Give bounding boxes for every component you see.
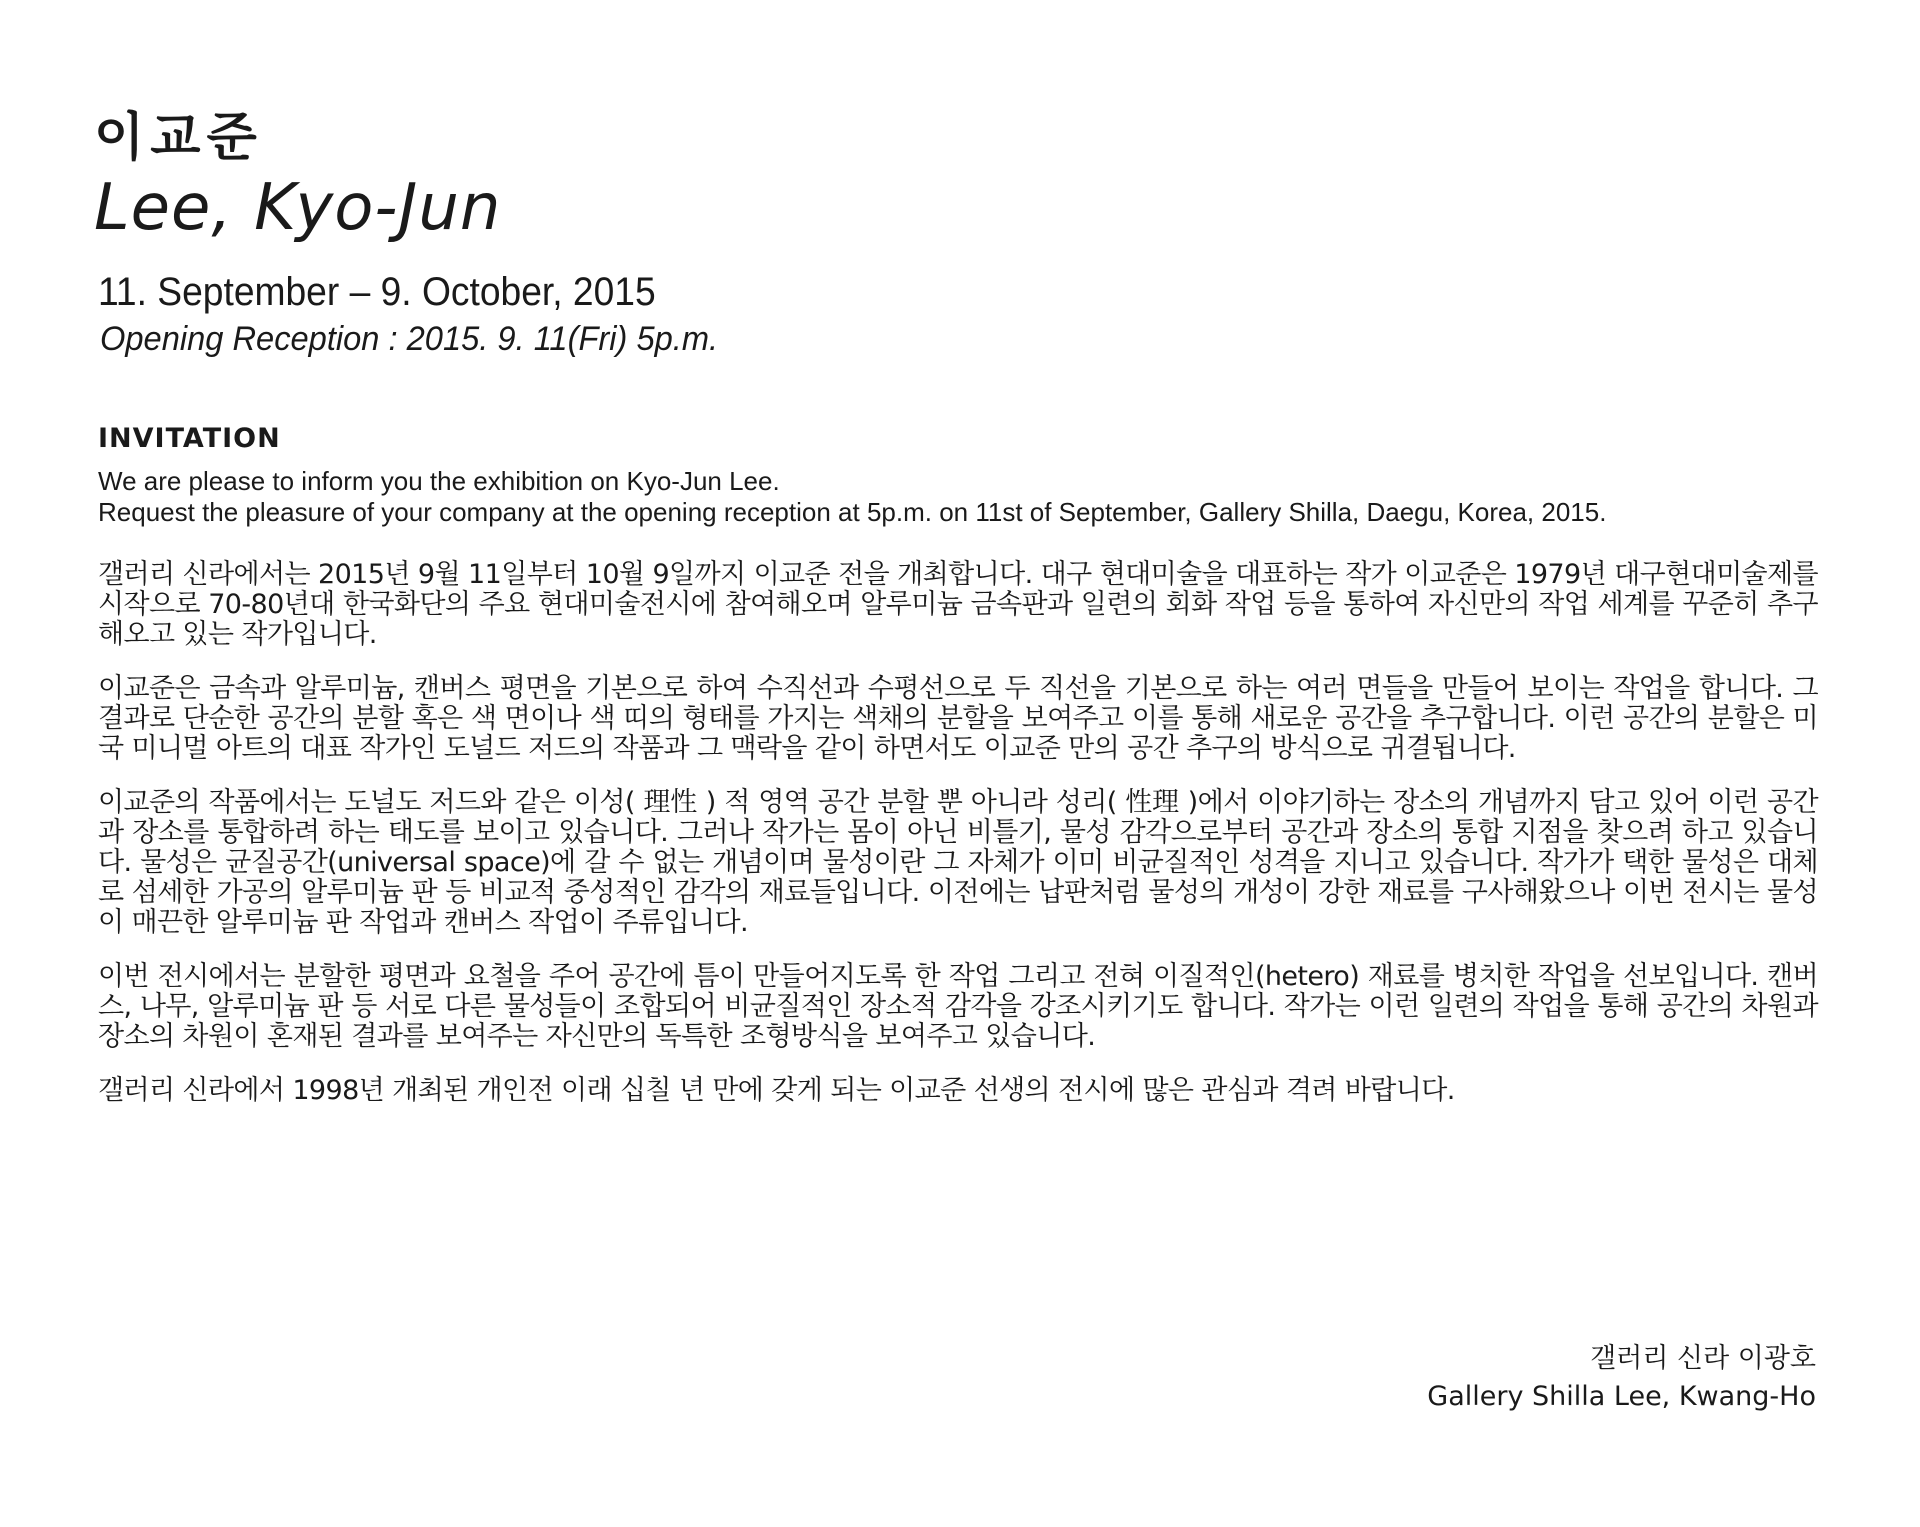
korean-body-text [98,560,1818,1130]
opening-reception: Opening Reception : 2015. 9. 11(Fri) 5p.m. [100,320,719,358]
body-paragraph: 이교준의 작품에서는 도널도 저드와 같은 이성( 理性 ) 적 영역 공간 분할 뿐 아니라 성리( 性理 )에서 이야기하는 장소의 개념까지 담고 있어 이런 공간과 장소를 통합하려 하는 태도를 보이고 있습니다. 그러나 작가는 몸이 아닌 비틀기, 물성 감각으로부터 공간과 장소의 통합 지점을 찾으려 하고 있습니다. 물성은 균질공간(universal space)에 갈 수 없는 개념이며 물성이란 그 자체가 이미 비균질적인 성격을 지니고 있습니다. 작가가 택한 물성은 대체로 섬세한 가공의 알루미늄 판 등 비교적 중성적인 감각의 재료들입니다. 이전에는 납판처럼 물성의 개성이 강한 재료를 구사해왔으나 이번 전시는 물성이 매끈한 알루미늄 판 작업과 캔버스 작업이 주류입니다. [98,787,1818,938]
invitation-line: Request the pleasure of your company at the opening reception at 5p.m. on 11st of September, Gallery Shilla, Daegu, Korea, 2015. [98,497,1607,527]
invitation-line: We are please to inform you the exhibition on Kyo-Jun Lee. [98,466,780,496]
body-paragraph: 이교준은 금속과 알루미늄, 캔버스 평면을 기본으로 하여 수직선과 수평선으로 두 직선을 기본으로 하는 여러 면들을 만들어 보이는 작업을 합니다. 그 결과로 단순한 공간의 분할 혹은 색 면이나 색 띠의 형태를 가지는 색채의 분할을 보여주고 이를 통해 새로운 공간을 추구합니다. 이런 공간의 분할은 미국 미니멀 아트의 대표 작가인 도널드 저드의 작품과 그 맥락을 같이 하면서도 이교준 만의 공간 추구의 방식으로 귀결됩니다. [98,673,1818,764]
invitation-text [98,466,1888,528]
signature-english: Gallery Shilla Lee, Kwang-Ho [1427,1381,1816,1412]
body-paragraph: 갤러리 신라에서 1998년 개최된 개인전 이래 십칠 년 만에 갖게 되는 이교준 선생의 전시에 많은 관심과 격려 바랍니다. [98,1075,1455,1106]
body-paragraph: 이번 전시에서는 분할한 평면과 요철을 주어 공간에 틈이 만들어지도록 한 작업 그리고 전혀 이질적인(hetero) 재료를 병치한 작업을 선보입니다. 캔버스, 나무, 알루미늄 판 등 서로 다른 물성들이 조합되어 비균질적인 장소적 감각을 강조시키기도 합니다. 작가는 이런 일련의 작업을 통해 공간의 차원과 장소의 차원이 혼재된 결과를 보여주는 자신만의 독특한 조형방식을 보여주고 있습니다. [98,961,1818,1052]
invitation-heading: INVITATION [98,423,281,454]
signature-korean: 갤러리 신라 이광호 [1590,1343,1816,1374]
artist-name-english: Lee, Kyo-Jun [94,171,502,245]
body-paragraph: 갤러리 신라에서는 2015년 9월 11일부터 10월 9일까지 이교준 전을 개최합니다. 대구 현대미술을 대표하는 작가 이교준은 1979년 대구현대미술제를 시작으로 70-80년대 한국화단의 주요 현대미술전시에 참여해오며 알루미늄 금속판과 일련의 회화 작업 등을 통하여 자신만의 작업 세계를 꾸준히 추구해오고 있는 작가입니다. [98,559,1818,650]
artist-name-korean: 이교준 [94,108,263,168]
signature-block [1427,1340,1816,1416]
exhibition-dates: 11. September – 9. October, 2015 [98,270,656,314]
